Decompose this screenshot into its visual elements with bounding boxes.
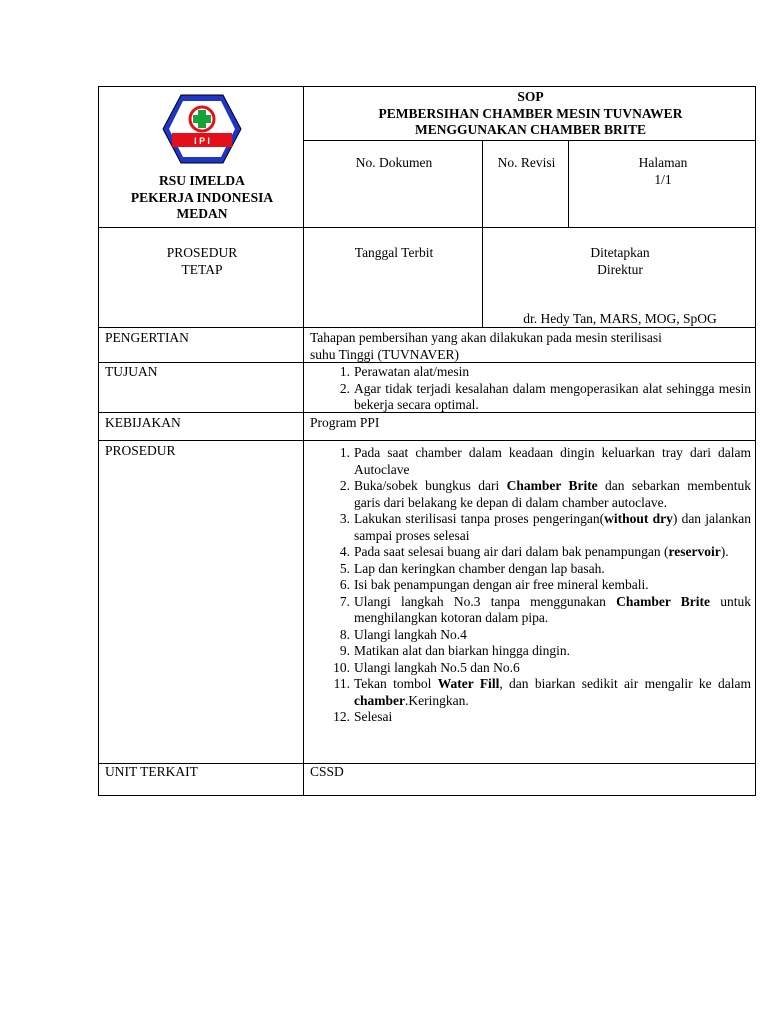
- title-cell: [303, 86, 756, 141]
- list-item: 3. Lakukan sterilisasi tanpa proses pengeringan(without dry) dan jalankan sampai proses selesai: [339, 511, 752, 543]
- prosedur-label: PROSEDUR: [105, 443, 176, 458]
- list-item: 4. Pada saat selesai buang air dari dalam bak penampungan (reservoir).: [339, 544, 729, 559]
- list-item: 12. Selesai: [333, 709, 393, 724]
- tujuan-value-cell: [303, 362, 756, 413]
- doc-number-cell: [303, 140, 483, 228]
- list-item: 2. Buka/sobek bungkus dari Chamber Brite dan sebarkan membentuk garis dari belakang ke depan di dalam chamber autoclave.: [339, 478, 751, 510]
- tujuan-label: TUJUAN: [105, 364, 158, 379]
- issued-date-cell: [303, 227, 483, 328]
- prosedur-tetap-cell: [98, 227, 304, 328]
- pengertian-text: Tahapan pembersihan yang akan dilakukan pada mesin sterilisasi suhu Tinggi (TUVNAVER): [310, 330, 662, 362]
- tujuan-list: [308, 364, 751, 414]
- list-item: 1. Pada saat chamber dalam keadaan dingin keluarkan tray dari dalam Autoclave: [339, 445, 751, 477]
- list-item: 8. Ulangi langkah No.4: [339, 626, 467, 642]
- list-item: 6. Isi bak penampungan dengan air free mineral kembali.: [339, 577, 649, 592]
- kebijakan-label-cell: [98, 412, 304, 441]
- list-item: 11. Tekan tombol Water Fill, dan biarkan sedikit air mengalir ke dalam chamber.Keringkan.: [333, 676, 752, 708]
- list-item: 5. Lap dan keringkan chamber dengan lap basah.: [339, 560, 605, 576]
- unit-terkait-value: CSSD: [310, 764, 344, 779]
- doc-number-label: No. Dokumen: [355, 155, 433, 170]
- pengertian-label-cell: [98, 327, 304, 363]
- revision-cell: [482, 140, 569, 228]
- unit-terkait-label-cell: [98, 763, 304, 796]
- unit-terkait-value-cell: [303, 763, 756, 796]
- sop-title: SOP PEMBERSIHAN CHAMBER MESIN TUVNAWER MENGGUNAKAN CHAMBER BRITE: [378, 89, 683, 137]
- pengertian-value-cell: [303, 327, 756, 363]
- hospital-cell: [98, 86, 304, 228]
- prosedur-list: [308, 445, 751, 726]
- issued-date-label: Tanggal Terbit: [354, 245, 434, 260]
- revision-label: No. Revisi: [497, 155, 556, 170]
- prosedur-label-cell: [98, 440, 304, 764]
- page-label: Halaman 1/1: [638, 155, 688, 187]
- unit-terkait-label: UNIT TERKAIT: [105, 764, 198, 779]
- page-cell: [568, 140, 756, 228]
- director-name: dr. Hedy Tan, MARS, MOG, SpOG: [523, 311, 717, 326]
- hospital-logo: [161, 93, 243, 165]
- list-item: 2. Agar tidak terjadi kesalahan dalam mengoperasikan alat sehingga mesin bekerja secara optimal.: [339, 380, 751, 412]
- kebijakan-value: Program PPI: [310, 415, 380, 430]
- kebijakan-label: KEBIJAKAN: [105, 415, 181, 430]
- list-item: 1. Perawatan alat/mesin: [339, 364, 470, 379]
- list-item: 9. Matikan alat dan biarkan hingga dingin.: [339, 643, 570, 658]
- prosedur-value-cell: [303, 440, 756, 764]
- tujuan-label-cell: [98, 362, 304, 413]
- set-by-cell: [482, 227, 756, 328]
- set-by-label: Ditetapkan Direktur: [590, 245, 650, 277]
- pengertian-label: PENGERTIAN: [105, 330, 189, 345]
- svg-text:I P I: I P I: [194, 136, 210, 146]
- prosedur-tetap-label: PROSEDUR TETAP: [166, 245, 238, 277]
- list-item: 7. Ulangi langkah No.3 tanpa menggunakan Chamber Brite untuk menghilangkan kotoran dalam pipa.: [339, 593, 751, 625]
- list-item: 10. Ulangi langkah No.5 dan No.6: [333, 659, 520, 675]
- hospital-name: RSU IMELDA PEKERJA INDONESIA MEDAN: [130, 173, 274, 221]
- kebijakan-value-cell: [303, 412, 756, 441]
